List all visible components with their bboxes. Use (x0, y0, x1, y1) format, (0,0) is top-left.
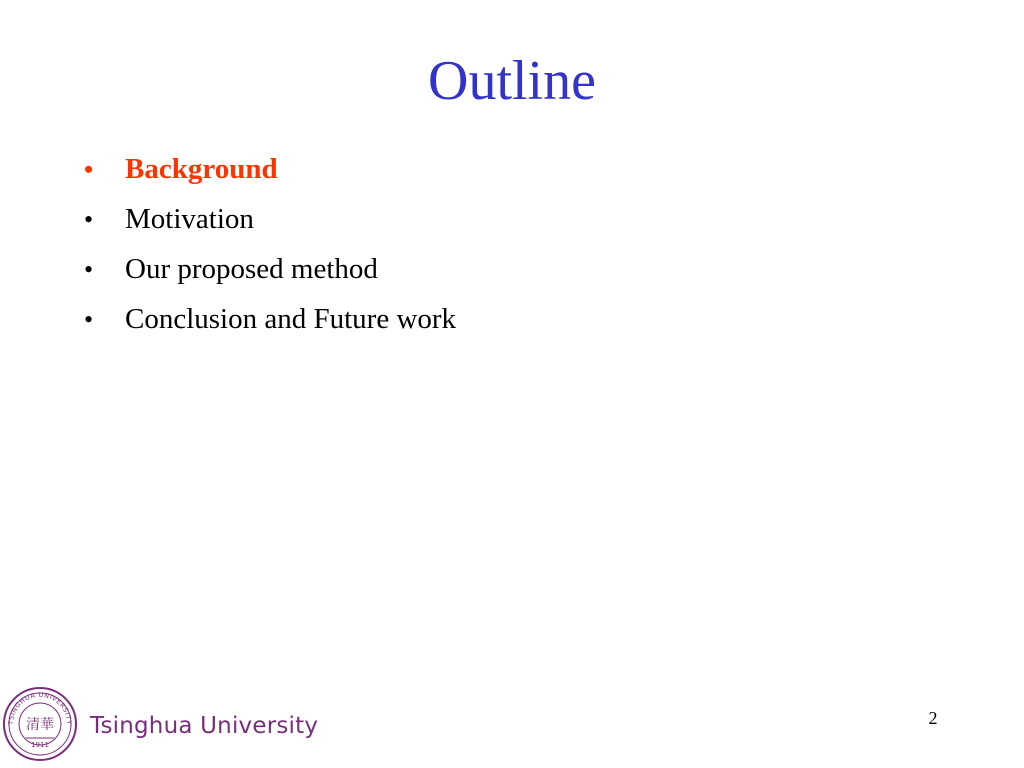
university-name: Tsinghua University (90, 713, 319, 739)
outline-list (84, 149, 456, 349)
outline-item-label: Conclusion and Future work (125, 303, 457, 335)
university-logo (2, 686, 318, 762)
svg-text:1911: 1911 (31, 741, 49, 749)
outline-item-motivation (84, 199, 456, 240)
bullet-icon: • (84, 155, 94, 184)
outline-item-label: Motivation (125, 203, 254, 235)
svg-text:清華: 清華 (26, 717, 54, 733)
outline-item-background (84, 149, 456, 190)
slide-title: Outline (428, 50, 596, 112)
page-number: 2 (928, 708, 938, 728)
bullet-icon: • (84, 255, 94, 284)
svg-text:TSINGHUA UNIVERSITY: TSINGHUA UNIVERSITY (6, 690, 74, 726)
outline-item-proposed-method (84, 249, 456, 290)
outline-item-conclusion (84, 299, 456, 340)
outline-item-label: Background (125, 153, 278, 185)
tsinghua-seal-icon (2, 686, 78, 762)
bullet-icon: • (84, 305, 94, 334)
outline-item-label: Our proposed method (125, 253, 378, 285)
bullet-icon: • (84, 205, 94, 234)
